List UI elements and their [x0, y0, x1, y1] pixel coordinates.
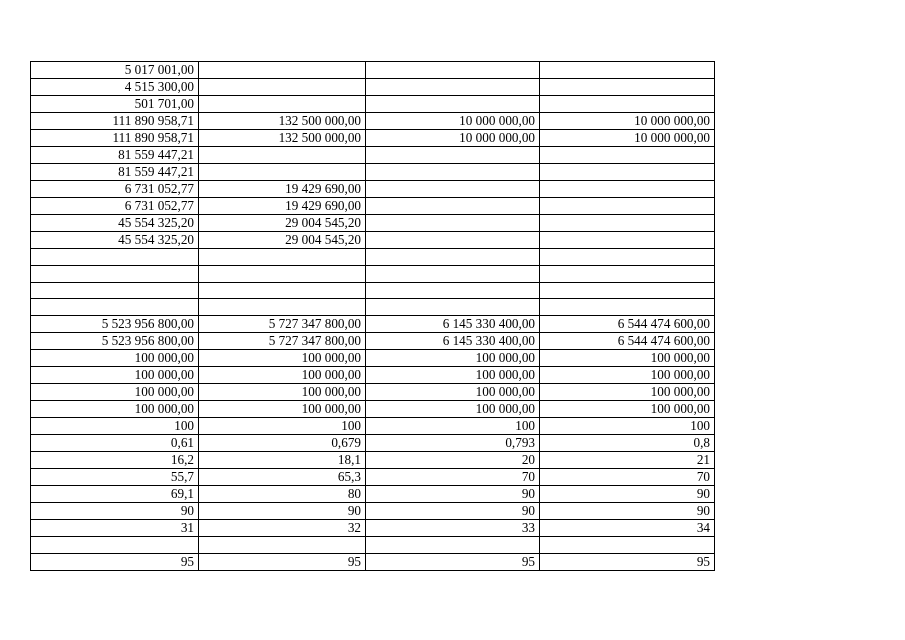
table-cell: 16,2: [31, 452, 199, 469]
table-cell: 501 701,00: [31, 96, 199, 113]
table-cell: [366, 147, 540, 164]
table-cell: 100 000,00: [366, 384, 540, 401]
table-row: [31, 164, 715, 181]
table-cell: 19 429 690,00: [199, 181, 366, 198]
table-cell: [366, 62, 540, 79]
table-cell: 81 559 447,21: [31, 147, 199, 164]
table-row: [31, 265, 715, 282]
table-cell: 100 000,00: [366, 350, 540, 367]
table-cell: [31, 299, 199, 316]
table-cell: 6 731 052,77: [31, 181, 199, 198]
table-row: [31, 553, 715, 570]
table-cell: [540, 215, 715, 232]
table-row: [31, 333, 715, 350]
table-cell: 100 000,00: [31, 384, 199, 401]
table-cell: 32: [199, 520, 366, 537]
table-cell: [366, 265, 540, 282]
table-cell: 6 544 474 600,00: [540, 316, 715, 333]
table-cell: 100 000,00: [540, 367, 715, 384]
table-cell: [199, 265, 366, 282]
table-cell: [31, 249, 199, 266]
table-cell: 90: [540, 486, 715, 503]
table-cell: 0,61: [31, 435, 199, 452]
table-cell: 100: [199, 418, 366, 435]
table-cell: 6 145 330 400,00: [366, 333, 540, 350]
table-cell: [540, 164, 715, 181]
table-row: [31, 401, 715, 418]
table-cell: 100 000,00: [199, 384, 366, 401]
table-cell: 100: [31, 418, 199, 435]
table-cell: 0,679: [199, 435, 366, 452]
table-cell: 100 000,00: [31, 367, 199, 384]
table-row: [31, 96, 715, 113]
table-cell: [31, 265, 199, 282]
table-cell: [366, 299, 540, 316]
table-cell: [199, 299, 366, 316]
table-cell: [540, 282, 715, 299]
table-row: [31, 147, 715, 164]
table-cell: 10 000 000,00: [366, 130, 540, 147]
table-body: [31, 62, 715, 571]
table-cell: 6 731 052,77: [31, 198, 199, 215]
table-cell: 10 000 000,00: [366, 113, 540, 130]
table-row: [31, 232, 715, 249]
table-cell: 5 523 956 800,00: [31, 333, 199, 350]
table-row: [31, 367, 715, 384]
table-cell: 10 000 000,00: [540, 113, 715, 130]
table-cell: 31: [31, 520, 199, 537]
table-cell: 5 727 347 800,00: [199, 316, 366, 333]
table-cell: [366, 181, 540, 198]
table-cell: 10 000 000,00: [540, 130, 715, 147]
table-cell: 45 554 325,20: [31, 232, 199, 249]
table-cell: 0,8: [540, 435, 715, 452]
table-cell: 45 554 325,20: [31, 215, 199, 232]
table-cell: 6 145 330 400,00: [366, 316, 540, 333]
table-row: [31, 384, 715, 401]
table-row: [31, 469, 715, 486]
table-cell: [199, 79, 366, 96]
table-cell: 90: [199, 503, 366, 520]
table-row: [31, 435, 715, 452]
table-cell: [366, 232, 540, 249]
table-cell: 5 523 956 800,00: [31, 316, 199, 333]
table-cell: 95: [199, 553, 366, 570]
table-row: [31, 350, 715, 367]
table-cell: [366, 164, 540, 181]
table-cell: 80: [199, 486, 366, 503]
table-cell: [540, 537, 715, 554]
table-row: [31, 282, 715, 299]
table-cell: 81 559 447,21: [31, 164, 199, 181]
table-cell: 100 000,00: [540, 384, 715, 401]
table-cell: 100 000,00: [199, 401, 366, 418]
table-cell: [540, 249, 715, 266]
table-cell: 132 500 000,00: [199, 113, 366, 130]
table-row: [31, 316, 715, 333]
table-row: [31, 181, 715, 198]
table-cell: [199, 537, 366, 554]
table-row: [31, 198, 715, 215]
table-row: [31, 486, 715, 503]
table-cell: [199, 147, 366, 164]
table-cell: 100 000,00: [199, 350, 366, 367]
table-cell: 29 004 545,20: [199, 215, 366, 232]
table-cell: 90: [540, 503, 715, 520]
table-row: [31, 299, 715, 316]
table-cell: [540, 265, 715, 282]
table-cell: [540, 79, 715, 96]
table-cell: 21: [540, 452, 715, 469]
table-cell: 5 017 001,00: [31, 62, 199, 79]
table-cell: [540, 198, 715, 215]
table-cell: 100 000,00: [366, 367, 540, 384]
table-cell: [199, 249, 366, 266]
table-cell: [540, 62, 715, 79]
table-cell: [366, 282, 540, 299]
table-cell: [540, 147, 715, 164]
table-cell: 4 515 300,00: [31, 79, 199, 96]
table-cell: 100 000,00: [540, 350, 715, 367]
table-cell: [366, 79, 540, 96]
table-cell: [366, 249, 540, 266]
table-cell: 70: [540, 469, 715, 486]
table-cell: 90: [366, 503, 540, 520]
table-cell: 29 004 545,20: [199, 232, 366, 249]
table-cell: 100 000,00: [540, 401, 715, 418]
table-row: [31, 537, 715, 554]
table-cell: [31, 282, 199, 299]
table-cell: 0,793: [366, 435, 540, 452]
table-row: [31, 503, 715, 520]
table-cell: 34: [540, 520, 715, 537]
data-table: [30, 61, 715, 571]
table-cell: 100: [366, 418, 540, 435]
table-cell: 100: [540, 418, 715, 435]
table-cell: [540, 96, 715, 113]
table-cell: 95: [366, 553, 540, 570]
table-row: [31, 130, 715, 147]
table-row: [31, 520, 715, 537]
table-cell: 70: [366, 469, 540, 486]
table-cell: 111 890 958,71: [31, 113, 199, 130]
table-row: [31, 113, 715, 130]
table-cell: 33: [366, 520, 540, 537]
table-cell: 100 000,00: [31, 350, 199, 367]
table-cell: 95: [540, 553, 715, 570]
table-row: [31, 249, 715, 266]
table-cell: 55,7: [31, 469, 199, 486]
table-cell: 90: [31, 503, 199, 520]
table-cell: 100 000,00: [199, 367, 366, 384]
table-cell: 18,1: [199, 452, 366, 469]
table-cell: [540, 299, 715, 316]
table-cell: [366, 215, 540, 232]
table-cell: 95: [31, 553, 199, 570]
table-cell: 6 544 474 600,00: [540, 333, 715, 350]
table-row: [31, 418, 715, 435]
table-cell: 100 000,00: [31, 401, 199, 418]
table-cell: 19 429 690,00: [199, 198, 366, 215]
table-cell: 5 727 347 800,00: [199, 333, 366, 350]
table-cell: [199, 282, 366, 299]
table-row: [31, 215, 715, 232]
table-cell: 100 000,00: [366, 401, 540, 418]
table-cell: [199, 62, 366, 79]
table-cell: 65,3: [199, 469, 366, 486]
table-cell: [540, 181, 715, 198]
table-cell: 90: [366, 486, 540, 503]
table-cell: [366, 537, 540, 554]
table-cell: 69,1: [31, 486, 199, 503]
table-cell: [199, 96, 366, 113]
table-cell: [199, 164, 366, 181]
table-cell: [366, 96, 540, 113]
table-row: [31, 79, 715, 96]
table-row: [31, 452, 715, 469]
table-cell: [31, 537, 199, 554]
table-cell: 132 500 000,00: [199, 130, 366, 147]
table-cell: 111 890 958,71: [31, 130, 199, 147]
table-cell: [366, 198, 540, 215]
table-row: [31, 62, 715, 79]
table-cell: [540, 232, 715, 249]
table-cell: 20: [366, 452, 540, 469]
